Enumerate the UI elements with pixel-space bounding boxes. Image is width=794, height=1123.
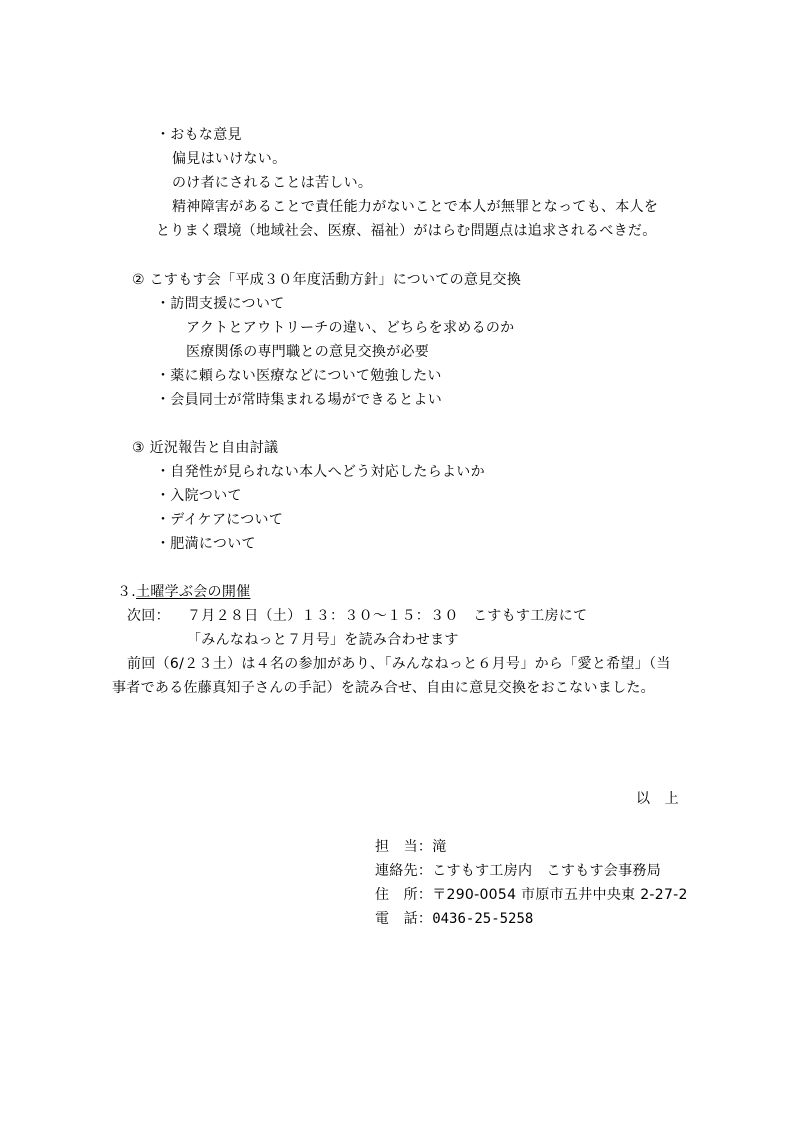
contact-office	[375, 863, 661, 879]
contact-phone-value: 0436-25-5258	[432, 911, 534, 927]
item3-bullet-2: ・入院ついて	[156, 488, 242, 504]
contact-person	[375, 839, 447, 855]
item3-bullet-4: ・肥満について	[156, 536, 256, 552]
item3-bullet-3: ・デイケアについて	[156, 512, 284, 528]
section3-number: ３.	[117, 584, 137, 600]
closing-remark: 以 上	[636, 791, 679, 807]
contact-person-value: 滝	[432, 839, 447, 855]
item2-sub-medical-exchange: 医療関係の専門職との意見交換が必要	[186, 344, 430, 360]
section3-title: 土曜学ぶ会の開催	[136, 584, 251, 600]
previous-session-line-2: 事者である佐藤真知子さんの手記）を読み合せ、自由に意見交換をおこないました。	[112, 680, 655, 696]
contact-office-label: 連絡先：	[375, 863, 433, 879]
contact-address-label: 住 所：	[375, 887, 433, 903]
next-session-label: 次回：	[127, 608, 170, 624]
next-session-reading: 「みんなねっと７月号」を読み合わせます	[187, 632, 459, 648]
contact-office-value: こすもす工房内 こすもす会事務局	[432, 863, 662, 879]
opinion-line-4: とりまく環境（地域社会、医療、福祉）がはらむ問題点は追求されるべきだ。	[156, 223, 657, 239]
opinions-heading: ・おもな意見	[156, 127, 242, 143]
contact-phone	[375, 911, 533, 927]
item2-bullet-visit-support: ・訪問支援について	[156, 296, 285, 312]
item2-bullet-study: ・薬に頼らない医療などについて勉強したい	[156, 368, 442, 384]
opinion-line-1: 偏見はいけない。	[172, 151, 287, 167]
item2-sub-act-outreach: アクトとアウトリーチの違い、どちらを求めるのか	[186, 320, 515, 336]
item3-bullet-1: ・自発性が見られない本人へどう対応したらよいか	[156, 464, 485, 480]
contact-address	[375, 887, 688, 903]
contact-phone-label: 電 話：	[375, 911, 433, 927]
opinion-line-2: のけ者にされることは苦しい。	[172, 175, 373, 191]
item2-heading: ② こすもす会「平成３０年度活動方針」についての意見交換	[132, 272, 522, 288]
item3-heading: ③ 近況報告と自由討議	[132, 440, 279, 456]
previous-session-line-1: 前回（6/２３土）は４名の参加があり、「みんなねっと６月号」から「愛と希望」（当	[127, 656, 671, 672]
contact-address-value: 〒290-0054 市原市五井中央東 2-27-2	[432, 887, 688, 903]
opinion-line-3: 精神障害があることで責任能力がないことで本人が無罪となっても、本人を	[172, 199, 659, 215]
contact-person-label: 担 当：	[375, 839, 433, 855]
item2-bullet-gathering: ・会員同士が常時集まれる場ができるとよい	[156, 392, 442, 408]
next-session-datetime: ７月２８日（土）１３：３０～１５：３０ こすもす工房にて	[187, 608, 588, 624]
section3-heading	[117, 584, 250, 600]
